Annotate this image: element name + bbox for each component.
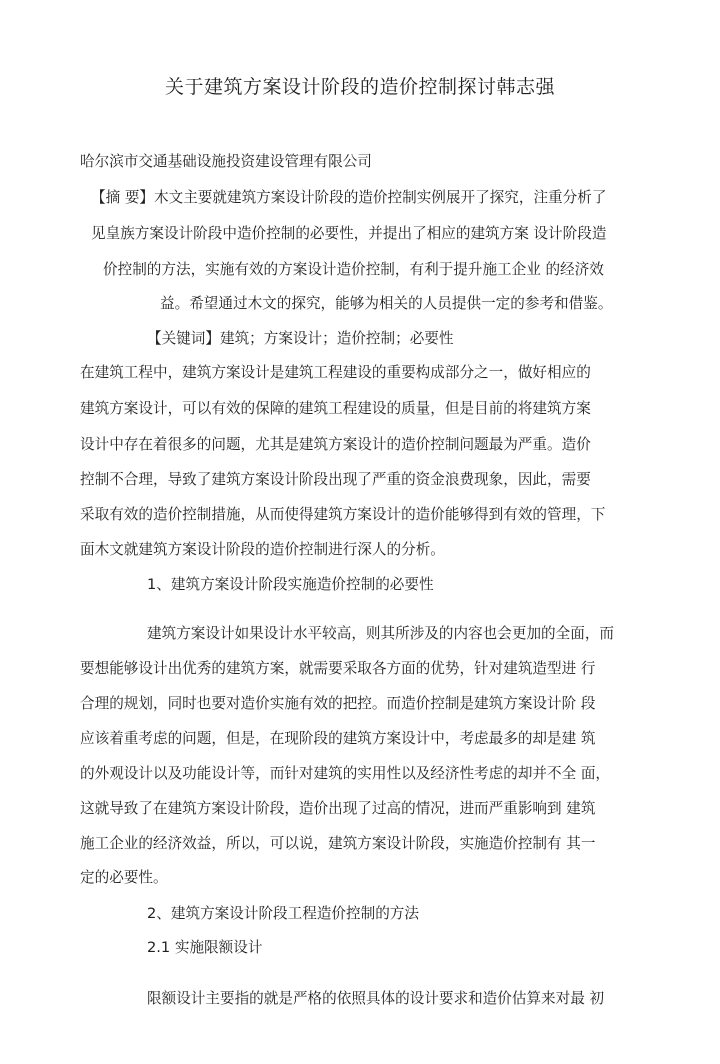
abstract-line-2: 见皇族方案设计阶段中造价控制的必要性，并提出了相应的建筑方案 设计阶段造: [91, 225, 607, 242]
intro-line-6: 面木文就建筑方案设计阶段的造价控制进行深人的分析。: [80, 541, 445, 558]
intro-line-1: 在建筑工程中，建筑方案设计是建筑工程建设的重要构成部分之一，做好相应的: [80, 364, 591, 381]
abstract-label: 【摘 要】: [91, 189, 155, 206]
abstract-line-3: 价控制的方法，实施有效的方案设计造价控制，有利于提升施工企业 的经济效: [103, 261, 604, 278]
document-title: 关于建筑方案设计阶段的造价控制探讨韩志强: [164, 76, 555, 98]
section2-line-1: 限额设计主要指的就是严格的依照具体的设计要求和造价估算来对最 初: [147, 990, 605, 1007]
section1-line-2: 要想能够设计出优秀的建筑方案，就需要采取各方面的优势，针对建筑造型进 行: [80, 660, 596, 677]
section1-heading: 1、建筑方案设计阶段实施造价控制的必要性: [147, 576, 434, 593]
abstract-line-4: 益。希望通过木文的探究，能够为相关的人员提供一定的参考和借鉴。: [160, 295, 613, 312]
abstract-line-1: [91, 188, 606, 208]
intro-line-3: 设计中存在着很多的问题，尤其是建筑方案设计的造价控制问题最为严重。造价: [80, 436, 591, 453]
intro-line-5: 采取有效的造价控制措施，从而使得建筑方案设计的造价能够得到有效的管理，下: [80, 506, 606, 523]
intro-line-2: 建筑方案设计，可以有效的保障的建筑工程建设的质量，但是目前的将建筑方案: [80, 400, 591, 417]
section1-line-8: 定的必要性。: [80, 869, 168, 886]
section1-line-6: 这就导致了在建筑方案设计阶段，造价出现了过高的情况，进而严重影响到 建筑: [80, 800, 596, 817]
keywords-text: 建筑；方案设计；造价控制；必要性: [219, 330, 454, 347]
section2-sub-heading: 2.1 实施限额设计: [147, 939, 263, 956]
section1-line-1: 建筑方案设计如果设计水平较高，则其所涉及的内容也会更加的全面，而: [147, 625, 615, 642]
section1-line-7: 施工企业的经济效益，所以，可以说，建筑方案设计阶段，实施造价控制有 其一: [80, 835, 596, 852]
section1-line-3: 合理的规划，同时也要对造价实施有效的把控。而造价控制是建筑方案设计阶 段: [80, 695, 596, 712]
section1-line-5: 的外观设计以及功能设计等，而针对建筑的实用性以及经济性考虑的却并不全 面，: [80, 765, 611, 782]
section1-line-4: 应该着重考虑的问题，但是，在现阶段的建筑方案设计中，考虑最多的却是建 筑: [80, 730, 596, 747]
intro-line-4: 控制不合理，导致了建筑方案设计阶段出现了严重的资金浪费现象，因此，需要: [80, 471, 591, 488]
keywords-line: [147, 329, 454, 349]
keywords-label: 【关键词】: [147, 330, 220, 347]
organization-name: 哈尔滨市交通基础设施投资建设管理有限公司: [80, 153, 372, 170]
section2-heading: 2、建筑方案设计阶段工程造价控制的方法: [147, 905, 419, 922]
abstract-text: 木文主要就建筑方案设计阶段的造价控制实例展开了探究，注重分析了: [154, 189, 607, 206]
